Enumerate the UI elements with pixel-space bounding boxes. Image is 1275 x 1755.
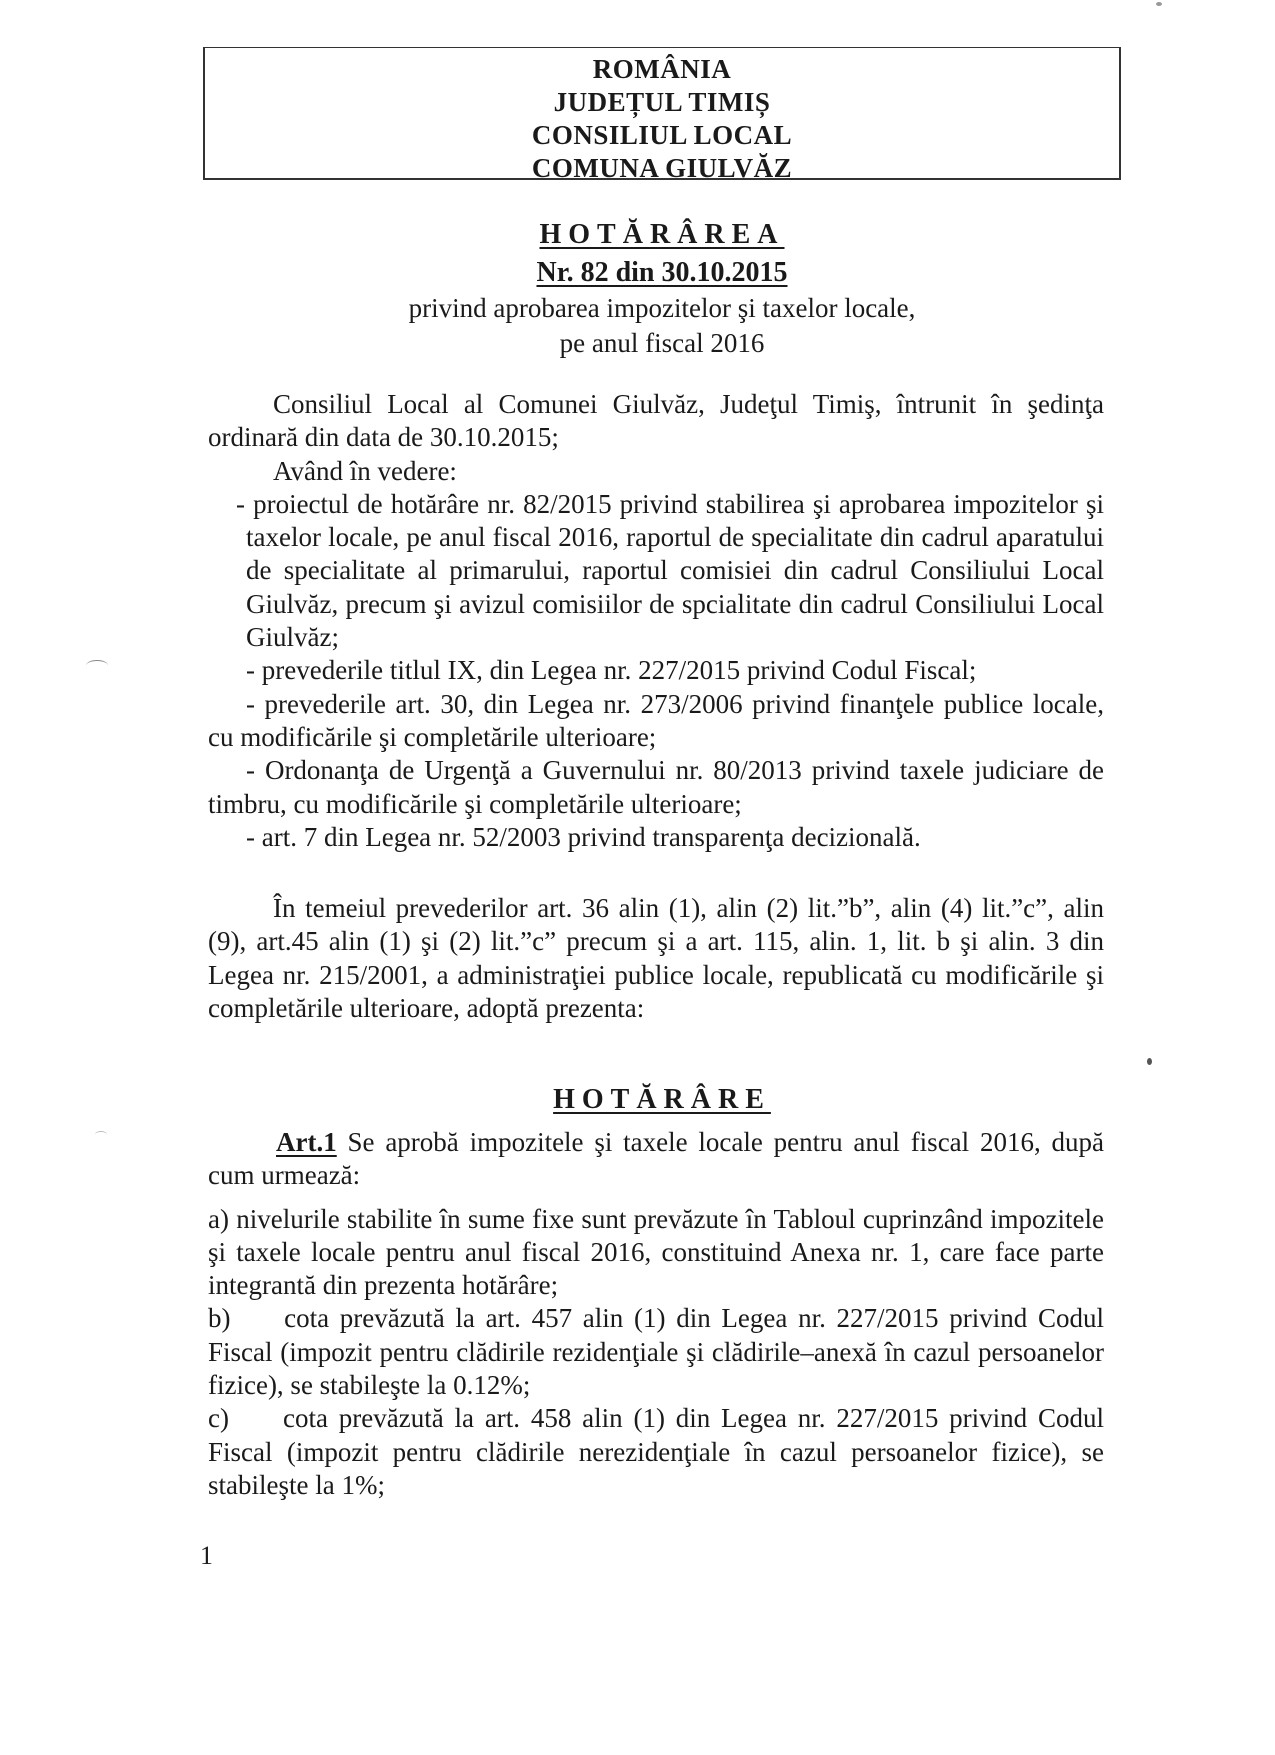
preamble-item: - Ordonanţa de Urgenţă a Guvernului nr. 80/2013 privind taxele judiciare de timbru, cu modificările şi completările ulterioare;: [208, 755, 1104, 819]
preamble-intro: Consiliul Local al Comunei Giulvăz, Judeţul Timiş, întrunit în şedinţa ordinară din data de 30.10.2015;: [208, 389, 1104, 453]
article-1-point-a: a) nivelurile stabilite în sume fixe sunt prevăzute în Tabloul cuprinzând impozitele şi taxele locale pentru anul fiscal 2016, constituind Anexa nr. 1, care face parte integrantă din prezenta hotărâre;: [208, 1203, 1104, 1301]
preamble-item: - prevederile art. 30, din Legea nr. 273/2006 privind finanţele publice locale, cu modificările şi completările ulterioare;: [208, 688, 1104, 752]
article-1-point-c: c) cota prevăzută la art. 458 alin (1) din Legea nr. 227/2015 privind Codul Fiscal (impozit pentru clădirile nerezidenţiale în cazul persoanelor fizice), se stabileşte la 1%;: [208, 1403, 1104, 1500]
article-1-text: Se aprobă impozitele şi taxele locale pentru anul fiscal 2016, după cum urmează:: [208, 1127, 1104, 1191]
document-subtitle: [203, 291, 1121, 361]
preamble-item: - proiectul de hotărâre nr. 82/2015 privind stabilirea şi aprobarea impozitelor şi taxelor locale, pe anul fiscal 2016, raportul de specialitate din cadrul aparatului de specialitate al primarului, raportul comisiei din cadrul Consiliului Local Giulvăz, precum şi avizul comisiilor de spcialitate din cadrul Consiliului Local Giulvăz;: [236, 488, 1104, 653]
article-1: [208, 1126, 1104, 1193]
scan-speck: [1156, 2, 1162, 6]
article-1-label: Art.1: [276, 1127, 337, 1157]
legal-basis: [208, 892, 1104, 1025]
letterhead-county: JUDEȚUL TIMIȘ: [553, 87, 771, 117]
page-number: 1: [200, 1541, 213, 1570]
subtitle-line-1: privind aprobarea impozitelor şi taxelor locale,: [408, 293, 916, 323]
letterhead-country: ROMÂNIA: [592, 54, 732, 84]
preamble: [208, 388, 1104, 854]
document-heading: HOTĂRÂREA: [539, 219, 785, 250]
letterhead-box: [203, 47, 1121, 183]
preamble-item: - prevederile titlul IX, din Legea nr. 227/2015 privind Codul Fiscal;: [246, 655, 977, 686]
letterhead-commune: COMUNA GIULVĂZ: [531, 153, 793, 183]
preamble-item: - art. 7 din Legea nr. 52/2003 privind transparenţa decizională.: [246, 821, 921, 852]
legal-basis-text: În temeiul prevederilor art. 36 alin (1), alin (2) lit.”b”, alin (4) lit.”c”, alin (9), art.45 alin (1) şi (2) lit.”c” precum şi a art. 115, alin. 1, lit. b şi alin. 3 din Legea nr. 215/2001, a administraţiei publice locale, republicată cu modificările şi completările ulterioare, adoptă prezenta:: [208, 893, 1104, 1023]
preamble-having-regard: Având în vedere:: [273, 455, 457, 486]
scan-mark: [86, 660, 108, 671]
scan-mark: [95, 1131, 107, 1138]
scan-speck: [1147, 1058, 1152, 1065]
article-1-point-b: b) cota prevăzută la art. 457 alin (1) din Legea nr. 227/2015 privind Codul Fiscal (impozit pentru clădirile rezidenţiale şi clădirile–anexă în cazul persoanelor fizice), se stabileşte la 0.12%;: [208, 1303, 1104, 1401]
decision-number: Nr. 82 din 30.10.2015: [536, 257, 788, 288]
letterhead-council: CONSILIUL LOCAL: [531, 120, 793, 150]
subtitle-line-2: pe anul fiscal 2016: [559, 328, 765, 358]
decision-body: [208, 1126, 1104, 1502]
decision-heading: HOTĂRÂRE: [553, 1084, 771, 1115]
